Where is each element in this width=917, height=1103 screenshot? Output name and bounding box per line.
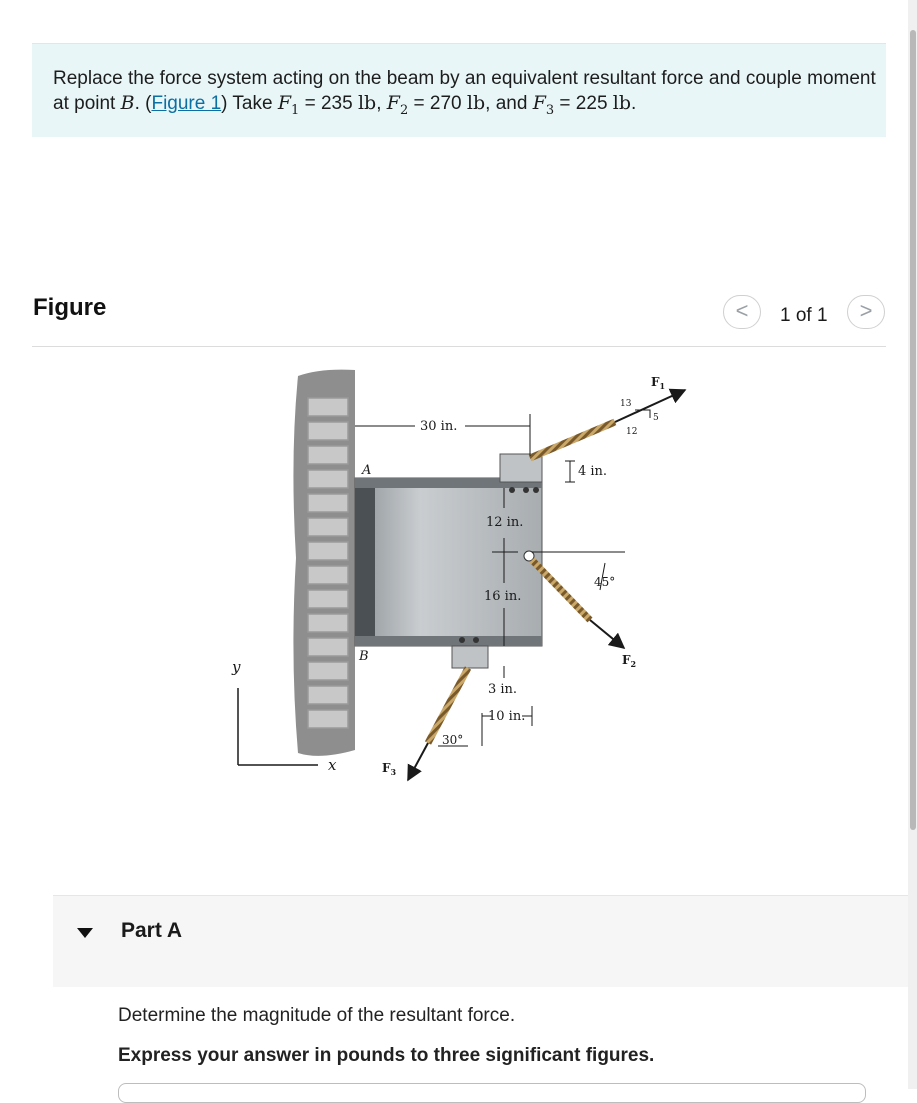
cable-f1 — [530, 390, 685, 458]
slope-13: 13 — [620, 399, 632, 409]
chevron-left-icon: < — [735, 298, 749, 323]
f1-sub: 1 — [291, 102, 300, 118]
slope-5: 5 — [653, 413, 659, 423]
dim-4: 4 in. — [578, 464, 608, 479]
figure-link[interactable]: Figure 1 — [151, 93, 222, 114]
f3-sub: 3 — [545, 102, 555, 118]
label-a: A — [362, 463, 372, 478]
label-f1: $F_1$ — [651, 375, 666, 391]
problem-punct: . ( — [134, 93, 152, 114]
angle-30: 30° — [442, 733, 464, 747]
figure-heading: Figure — [33, 294, 107, 321]
chevron-right-icon: > — [859, 298, 873, 323]
caret-down-icon[interactable] — [76, 926, 94, 940]
problem-end: . — [631, 93, 637, 114]
dim-12: 12 in. — [486, 515, 524, 530]
label-f3: $F_3$ — [382, 761, 397, 777]
part-a-instruction: Express your answer in pounds to three significant figures. — [118, 1045, 655, 1066]
slope-12: 12 — [626, 427, 638, 437]
problem-text: Replace the force system acting on the beam by an equivalent resultant force and couple moment at point — [53, 68, 876, 114]
f3-symbol: F — [532, 92, 546, 114]
dim-3: 3 in. — [488, 682, 518, 697]
previous-figure-button[interactable] — [723, 295, 761, 329]
f1-value: = 235 — [299, 93, 358, 114]
label-f2: $F_2$ — [622, 653, 637, 669]
part-a-label[interactable]: Part A — [121, 919, 183, 942]
f1-unit: lb — [357, 92, 377, 114]
f2-symbol: F — [386, 92, 400, 114]
answer-box[interactable] — [118, 1083, 866, 1103]
brick-wall — [293, 370, 355, 756]
point-b: B — [120, 92, 135, 114]
next-figure-button[interactable] — [847, 295, 885, 329]
f2-value: = 270 — [408, 93, 467, 114]
axis-y-label: y — [232, 658, 241, 676]
f2-sub: 2 — [399, 102, 409, 118]
problem-take: ) Take — [221, 93, 278, 114]
cable-f3 — [408, 668, 468, 780]
f1-symbol: F — [277, 92, 292, 114]
scrollbar-thumb[interactable] — [910, 30, 916, 830]
figure-page-count: 1 of 1 — [780, 305, 828, 326]
f2-unit: lb — [466, 92, 486, 114]
dim-16: 16 in. — [484, 589, 522, 604]
figure-divider — [32, 346, 886, 347]
dim-30: 30 in. — [420, 419, 458, 434]
f3-unit: lb — [612, 92, 632, 114]
angle-45: 45° — [594, 575, 616, 589]
cantilever-beam — [355, 478, 542, 646]
part-a-header[interactable] — [53, 895, 917, 987]
part-a-question: Determine the magnitude of the resultant force. — [118, 1005, 516, 1026]
axis-x-label: x — [328, 756, 337, 774]
problem-statement — [32, 43, 886, 137]
beam-force-diagram — [220, 358, 720, 798]
f3-value: = 225 — [554, 93, 613, 114]
sep-2: , and — [485, 93, 533, 114]
sep-1: , — [376, 93, 387, 114]
dim-10: 10 in. — [488, 709, 526, 724]
label-b: B — [359, 649, 369, 664]
